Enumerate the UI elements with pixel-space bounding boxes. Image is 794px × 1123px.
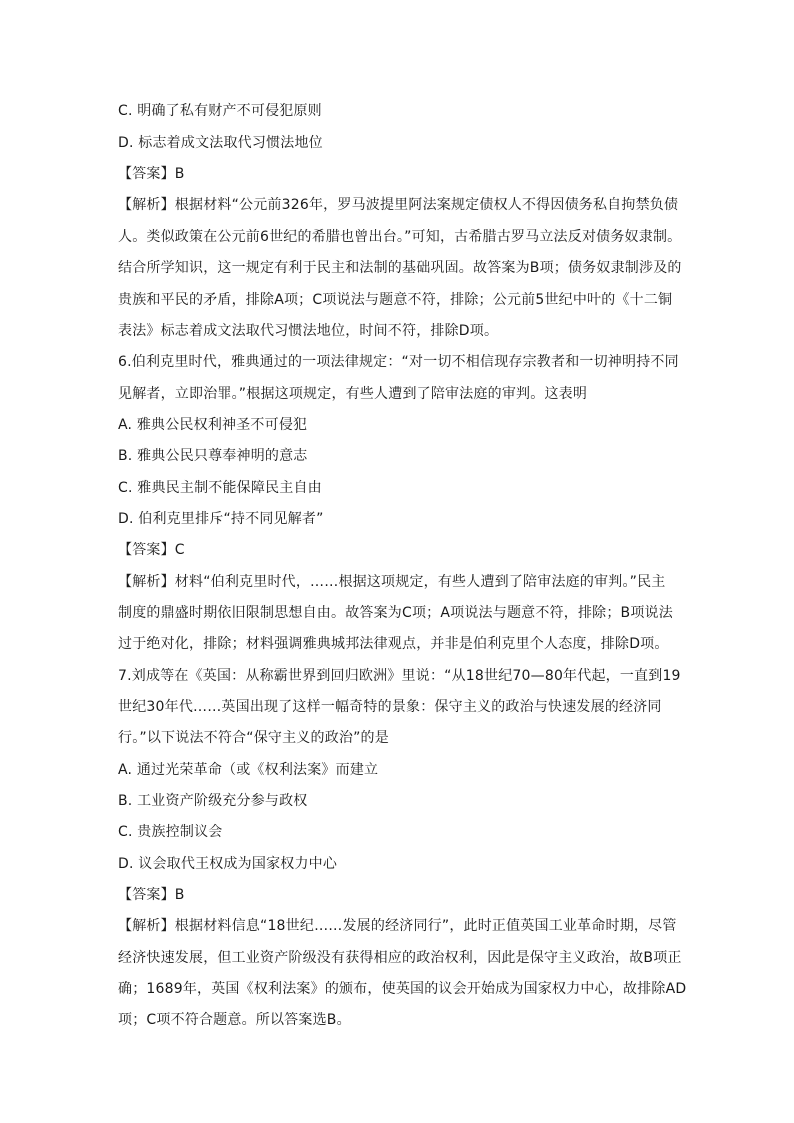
analysis-q7-line-2: 经济快速发展，但工业资产阶级没有获得相应的政治权利，因此是保守主义政治，故B项正 [118, 950, 682, 966]
option-c-q7: C. 贵族控制议会 [118, 824, 223, 840]
question-7-line-2: 世纪30年代……英国出现了这样一幅奇特的景象：保守主义的政治与快速发展的经济同 [118, 699, 662, 715]
question-6-line-2: 见解者，立即治罪。”根据这项规定，有些人遭到了陪审法庭的审判。这表明 [118, 386, 588, 402]
question-7-line-3: 行。”以下说法不符合“保守主义的政治”的是 [118, 730, 389, 746]
analysis-q6-line-1: 【解析】材料“伯利克里时代，……根据这项规定，有些人遭到了陪审法庭的审判。”民主 [118, 574, 666, 590]
analysis-q5-line-2: 人。类似政策在公元前6世纪的希腊也曾出台。”可知，古希腊古罗马立法反对债务奴隶制。 [118, 229, 682, 245]
question-6-line-1: 6.伯利克里时代，雅典通过的一项法律规定：“对一切不相信现存宗教者和一切神明持不同 [118, 354, 679, 370]
option-d-q5: D. 标志着成文法取代习惯法地位 [118, 135, 323, 151]
option-d-q7: D. 议会取代王权成为国家权力中心 [118, 856, 338, 872]
option-b-q7: B. 工业资产阶级充分参与政权 [118, 793, 308, 809]
analysis-q5-line-3: 结合所学知识，这一规定有利于民主和法制的基础巩固。故答案为B项；债务奴隶制涉及的 [118, 260, 682, 276]
option-d-q6: D. 伯利克里排斥“持不同见解者” [118, 511, 324, 527]
analysis-q5-line-5: 表法》标志着成文法取代习惯法地位，时间不符，排除D项。 [118, 323, 499, 339]
option-a-q7: A. 通过光荣革命（或《权利法案》而建立 [118, 762, 379, 778]
analysis-q7-line-4: 项；C项不符合题意。所以答案选B。 [118, 1012, 351, 1028]
analysis-q7-line-3: 确；1689年，英国《权利法案》的颁布，使英国的议会开始成为国家权力中心，故排除AD [118, 981, 687, 997]
option-c-q6: C. 雅典民主制不能保障民主自由 [118, 480, 322, 496]
answer-q7: 【答案】B [118, 887, 185, 903]
option-c-q5: C. 明确了私有财产不可侵犯原则 [118, 103, 322, 119]
answer-q6: 【答案】C [118, 542, 185, 558]
analysis-q5-line-1: 【解析】根据材料“公元前326年，罗马波提里阿法案规定债权人不得因债务私自拘禁负债 [118, 197, 679, 213]
analysis-q6-line-3: 过于绝对化，排除；材料强调雅典城邦法律观点，并非是伯利克里个人态度，排除D项。 [118, 636, 669, 652]
analysis-q6-line-2: 制度的鼎盛时期依旧限制思想自由。故答案为C项；A项说法与题意不符，排除；B项说法 [118, 605, 673, 621]
option-a-q6: A. 雅典公民权利神圣不可侵犯 [118, 417, 308, 433]
question-7-line-1: 7.刘成等在《英国：从称霸世界到回归欧洲》里说：“从18世纪70—80年代起，一直到19 [118, 668, 681, 684]
analysis-q5-line-4: 贵族和平民的矛盾，排除A项；C项说法与题意不符，排除；公元前5世纪中叶的《十二铜 [118, 292, 673, 308]
answer-q5: 【答案】B [118, 166, 185, 182]
option-b-q6: B. 雅典公民只尊奉神明的意志 [118, 448, 308, 464]
analysis-q7-line-1: 【解析】根据材料信息“18世纪……发展的经济同行”，此时正值英国工业革命时期，尽管 [118, 918, 677, 934]
